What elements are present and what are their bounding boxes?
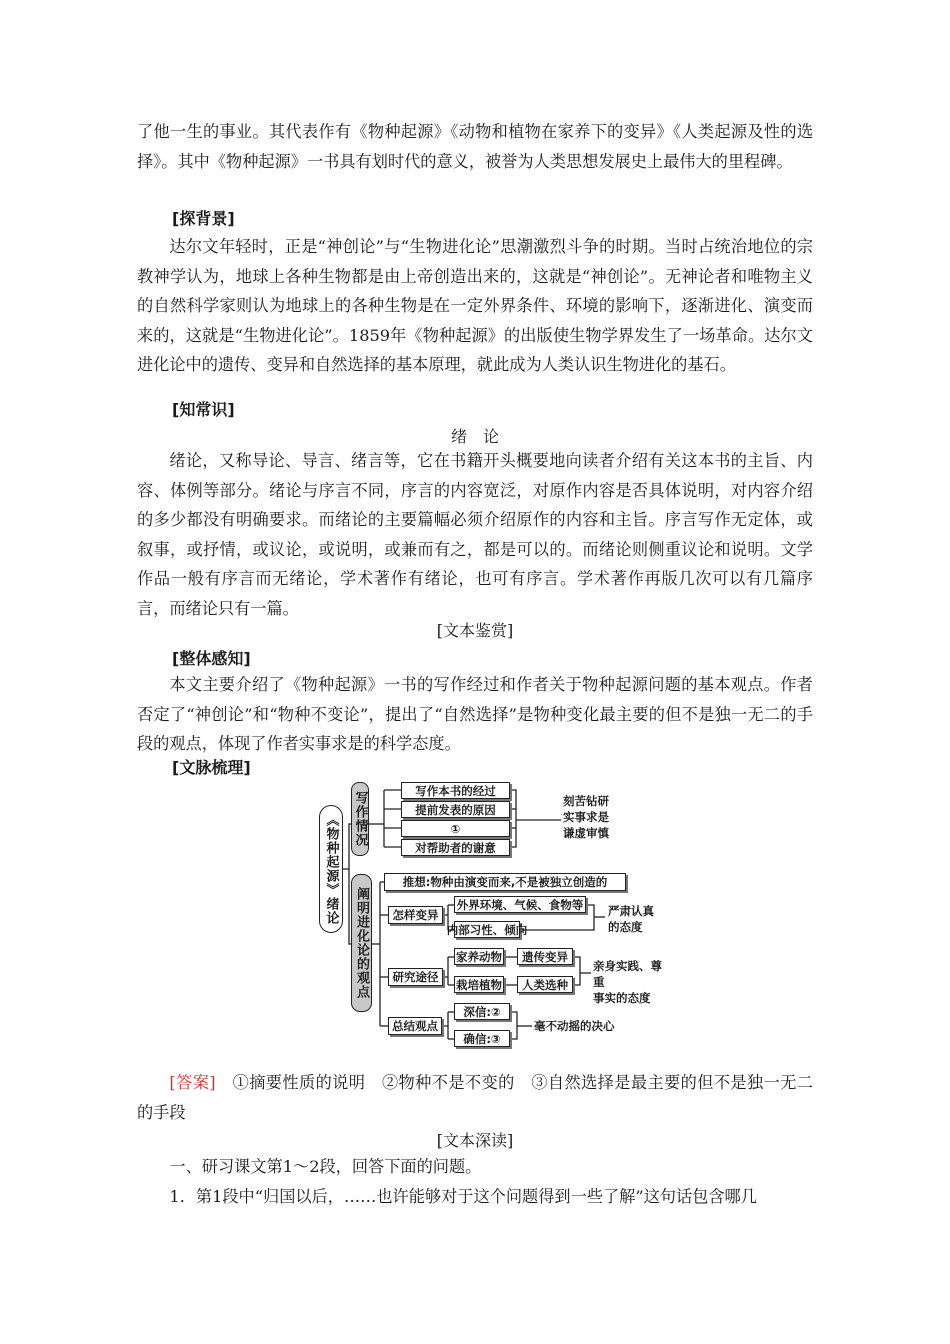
- heading-background: [探背景]: [172, 209, 235, 228]
- conclusion-item-confirm: 确信:③: [454, 1030, 510, 1047]
- writing-item-process: 写作本书的经过: [401, 782, 510, 799]
- title-appreciation: [文本鉴赏]: [436, 621, 514, 640]
- research-attitude-note: 亲身实践、尊重 事实的态度: [593, 959, 662, 1005]
- conclusion-attitude-note: 毫不动摇的决心: [534, 1019, 615, 1033]
- writing-item-blank-1: ①: [401, 820, 510, 837]
- vary-item-external: 外界环境、气候、食物等: [454, 896, 586, 913]
- title-deep-reading: [文本深读]: [436, 1131, 514, 1150]
- diagram-root: [319, 805, 343, 933]
- diagram-branch-writing-label: 写作情况: [352, 791, 368, 847]
- research-item-animals: 家养动物: [456, 949, 502, 964]
- heading-overall: [整体感知]: [172, 649, 251, 668]
- conclusion-item-believe: 深信:②: [454, 1003, 510, 1020]
- writing-item-thanks: 对帮助者的谢意: [401, 839, 510, 856]
- how-vary-box: 怎样变异: [388, 906, 443, 924]
- conclusion-box: 总结观点: [388, 1017, 442, 1035]
- research-box: 研究途径: [388, 968, 443, 986]
- heading-structure: [文脉梳理]: [172, 758, 251, 777]
- background-paragraph: 达尔文年轻时，正是“神创论”与“生物进化论”思潮激烈斗争的时期。当时占统治地位的宗教神学认为，地球上各种生物都是由上帝创造出来的，这就是“神创论”。无神论者和唯物主义的自然科学家则认为地球上的各种生物是在一定外界条件、环境的影响下，逐渐进化、演变而来的，这就是“生物进化论”。1859年《物种起源》的出版使生物学界发生了一场革命。达尔文进化论中的遗传、变异和自然选择的基本原理，就此成为人类认识生物进化的基石。: [137, 237, 813, 375]
- knowledge-paragraph: 绪论，又称导论、导言、绪言等，它在书籍开头概要地向读者介绍有关这本书的主旨、内容、体例等部分。绪论与序言不同，序言的内容宽泛，对原作内容是否具体说明，对内容介绍的多少都没有明确要求。而绪论的主要篇幅必须介绍原作的内容和主旨。序言写作无定体，或叙事，或抒情，或议论，或说明，或兼而有之，都是可以的。而绪论则侧重议论和说明。文学作品一般有序言而无绪论，学术著作有绪论，也可有序言。学术著作再版几次可以有几篇序言，而绪论只有一篇。: [137, 451, 813, 618]
- vary-attitude-note: 严肃认真 的态度: [608, 904, 654, 934]
- answer-tag: [答案]: [169, 1073, 216, 1092]
- diagram-branch-evolution: [351, 874, 372, 1012]
- answer-paragraph: [137, 1068, 813, 1127]
- diagram-root-label: 《物种起源》绪论: [323, 813, 339, 925]
- section-one-heading: 一、研习课文第1～2段，回答下面的问题。: [169, 1157, 482, 1176]
- overall-paragraph: 本文主要介绍了《物种起源》一书的写作经过和作者关于物种起源问题的基本观点。作者否定了“神创论”和“物种不变论”，提出了“自然选择”是物种变化最主要的但不是独一无二的手段的观点，体现了作者实事求是的科学态度。: [137, 675, 813, 754]
- writing-item-reason: 提前发表的原因: [401, 801, 510, 818]
- hypothesis-box: 推想:物种由演变而来,不是被独立创造的: [384, 873, 626, 891]
- structure-diagram: [318, 779, 670, 1051]
- research-result-heredity: 遗传变异: [517, 948, 573, 965]
- heading-knowledge: [知常识]: [172, 400, 235, 419]
- research-item-plants: 栽培植物: [456, 977, 502, 992]
- vary-item-internal: 内部习性、倾向: [446, 922, 528, 937]
- question-one: 1．第1段中“归国以后，……也许能够对于这个问题得到一些了解”这句话包含哪几: [169, 1187, 757, 1206]
- writing-attitude-note: 刻苦钻研 实事求是 谦虚审慎: [563, 794, 609, 840]
- diagram-branch-evolution-label: 阐明进化论的观点: [354, 887, 369, 999]
- title-xulun: 绪 论: [450, 427, 499, 446]
- diagram-branch-writing: [351, 782, 369, 856]
- research-result-selection: 人类选种: [517, 976, 573, 993]
- answer-text: ①摘要性质的说明 ②物种不是不变的 ③自然选择是最主要的但不是独一无二的手段: [137, 1073, 813, 1122]
- intro-paragraph: 了他一生的事业。其代表作有《物种起源》《动物和植物在家养下的变异》《人类起源及性的选择》。其中《物种起源》一书具有划时代的意义，被誉为人类思想发展史上最伟大的里程碑。: [137, 122, 813, 171]
